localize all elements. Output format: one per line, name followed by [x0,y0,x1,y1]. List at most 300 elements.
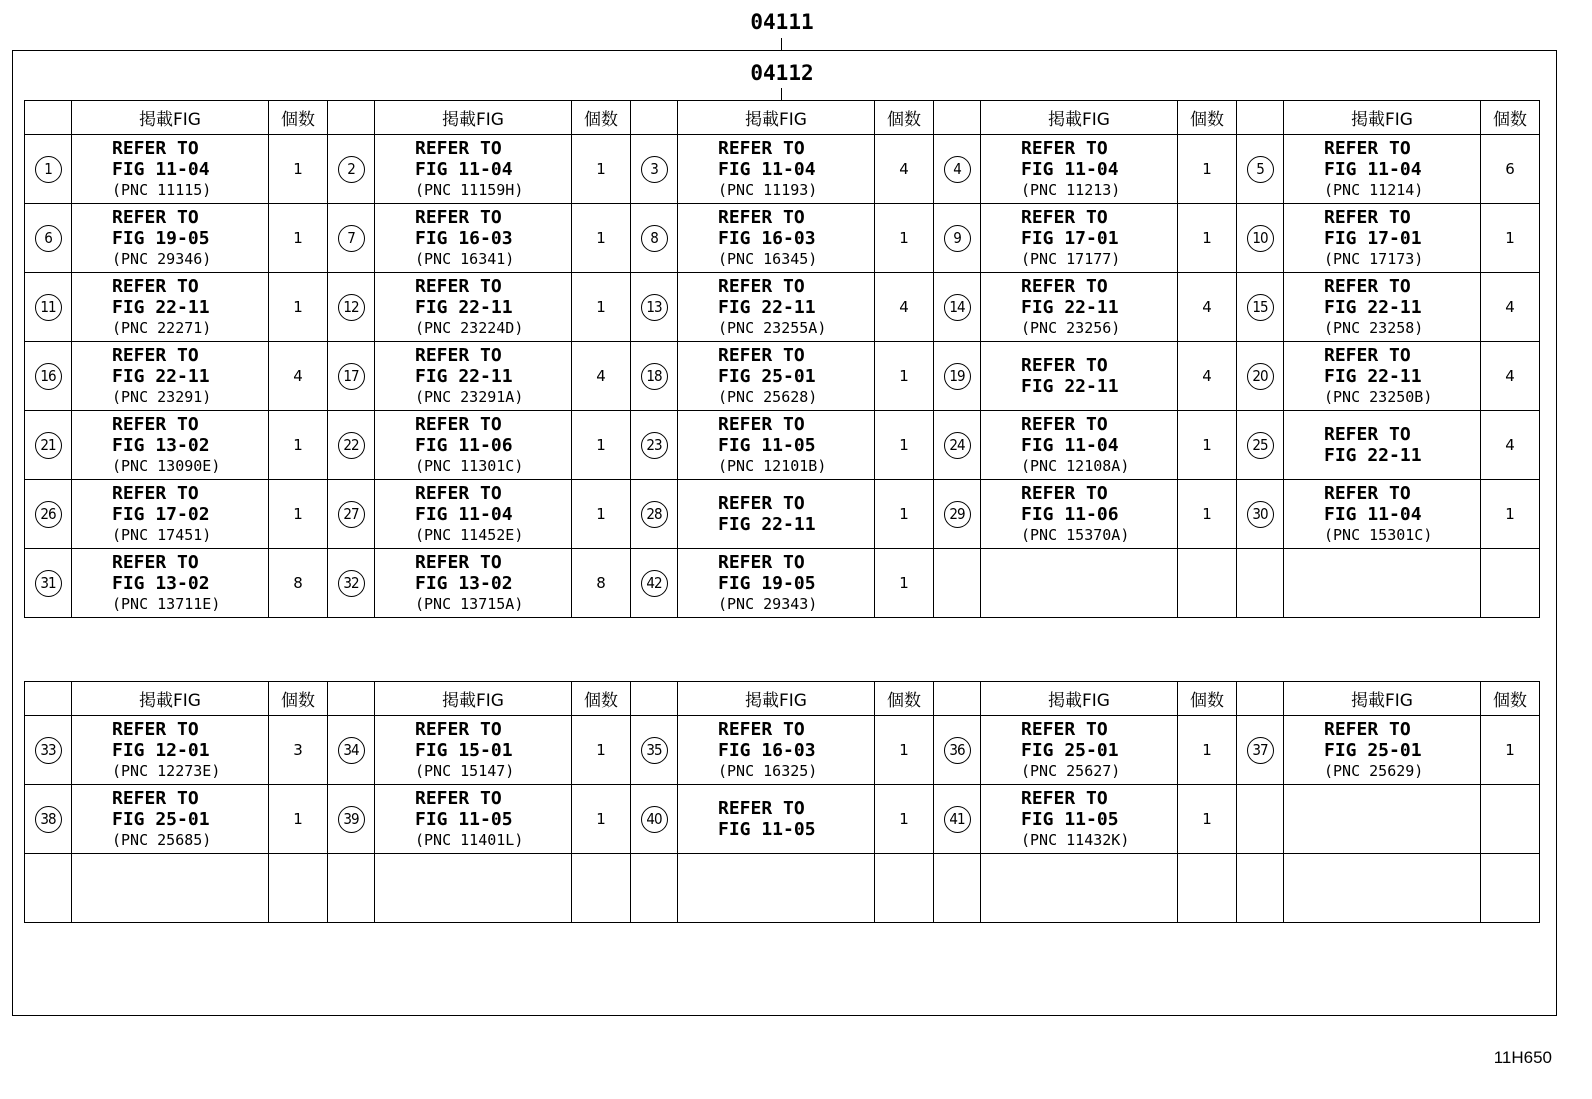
pnc-number: (PNC 17177) [1021,249,1121,268]
item-number-cell [25,854,72,923]
header-qty-cell: 個数 [269,682,328,716]
item-number-cell [328,273,375,342]
figure-reference-cell [678,854,875,923]
quantity-cell: 1 [1481,716,1540,785]
pnc-number: (PNC 11193) [718,180,818,199]
figure-reference-cell [981,716,1178,785]
fig-number: FIG 13-02 [112,572,210,594]
fig-number: FIG 11-04 [1021,158,1119,180]
header-qty-cell: 個数 [1481,682,1540,716]
quantity-cell: 1 [1481,204,1540,273]
header-num-cell [25,101,72,135]
figure-reference-cell [981,785,1178,854]
quantity-cell [1481,785,1540,854]
item-number-cell [1237,204,1284,273]
quantity-cell: 1 [572,204,631,273]
quantity-cell [572,854,631,923]
item-number-callout: 18 [641,363,668,390]
refer-text: REFER TO [1021,275,1108,297]
item-number-cell [25,549,72,618]
refer-text: REFER TO [112,551,199,573]
quantity-cell: 1 [1178,716,1237,785]
refer-text: REFER TO [415,413,502,435]
figure-reference-cell [1284,716,1481,785]
figure-reference-cell [981,273,1178,342]
quantity-cell: 1 [572,785,631,854]
refer-text: REFER TO [1324,482,1411,504]
parts-table-1 [24,100,1540,618]
table-row [25,135,1540,204]
table-row [25,549,1540,618]
pnc-number: (PNC 16341) [415,249,515,268]
pnc-number: (PNC 12108A) [1021,456,1130,475]
item-number-cell [25,411,72,480]
figure-reference-cell [981,204,1178,273]
fig-number: FIG 19-05 [112,227,210,249]
parts-table-2 [24,681,1540,923]
fig-number: FIG 25-01 [112,808,210,830]
fig-number: FIG 11-04 [718,158,816,180]
fig-number: FIG 12-01 [112,739,210,761]
figure-reference-cell [678,411,875,480]
quantity-cell: 1 [269,273,328,342]
refer-text: REFER TO [718,275,805,297]
figure-reference-cell [375,480,572,549]
item-number-callout: 24 [944,432,971,459]
quantity-cell: 1 [572,411,631,480]
header-fig-cell: 掲載FIG [1284,682,1481,716]
fig-number: FIG 22-11 [1324,445,1422,466]
item-number-cell [631,342,678,411]
fig-number: FIG 25-01 [718,365,816,387]
header-fig-cell: 掲載FIG [375,101,572,135]
pnc-number: (PNC 11401L) [415,830,524,849]
pnc-number: (PNC 13711E) [112,594,221,613]
refer-text: REFER TO [1324,344,1411,366]
item-number-cell [328,204,375,273]
item-number-cell [25,273,72,342]
figure-reference-cell [1284,135,1481,204]
pnc-number: (PNC 16325) [718,761,818,780]
item-number-cell [1237,716,1284,785]
figure-reference-cell [72,480,269,549]
quantity-cell: 1 [875,480,934,549]
quantity-cell: 4 [572,342,631,411]
quantity-cell: 1 [875,411,934,480]
quantity-cell [1481,549,1540,618]
fig-number: FIG 25-01 [1021,739,1119,761]
figure-reference-cell [678,135,875,204]
quantity-cell [1178,854,1237,923]
figure-reference-cell [72,549,269,618]
item-number-cell [934,204,981,273]
item-number-callout: 4 [944,156,971,183]
item-number-cell [631,135,678,204]
item-number-cell [934,785,981,854]
fig-number: FIG 13-02 [415,572,513,594]
quantity-cell: 1 [269,785,328,854]
item-number-cell [328,480,375,549]
quantity-cell: 4 [1481,411,1540,480]
item-number-callout: 28 [641,501,668,528]
item-number-cell [934,135,981,204]
item-number-callout: 15 [1247,294,1274,321]
item-number-cell [631,549,678,618]
item-number-callout: 30 [1247,501,1274,528]
diagram-code: 11H650 [1493,1048,1552,1067]
quantity-cell: 1 [269,204,328,273]
refer-text: REFER TO [112,482,199,504]
item-number-callout: 14 [944,294,971,321]
item-number-cell [934,549,981,618]
refer-text: REFER TO [112,787,199,809]
figure-reference-cell [72,273,269,342]
fig-number: FIG 11-05 [415,808,513,830]
refer-text: REFER TO [415,551,502,573]
table-row [25,273,1540,342]
refer-text: REFER TO [1021,787,1108,809]
pnc-number: (PNC 23255A) [718,318,827,337]
figure-reference-cell [678,273,875,342]
fig-number: FIG 15-01 [415,739,513,761]
quantity-cell [875,854,934,923]
fig-number: FIG 22-11 [718,514,816,535]
refer-text: REFER TO [415,787,502,809]
quantity-cell: 4 [1178,273,1237,342]
fig-number: FIG 11-05 [1021,808,1119,830]
header-fig-cell: 掲載FIG [678,101,875,135]
item-number-cell [934,273,981,342]
refer-text: REFER TO [415,275,502,297]
figure-reference-cell [678,716,875,785]
pnc-number: (PNC 25628) [718,387,818,406]
figure-reference-cell [1284,854,1481,923]
fig-number: FIG 11-05 [718,819,816,840]
header-qty-cell: 個数 [1178,682,1237,716]
header-qty-cell: 個数 [875,101,934,135]
pnc-number: (PNC 11214) [1324,180,1424,199]
header-qty-cell: 個数 [1178,101,1237,135]
item-number-callout: 9 [944,225,971,252]
item-number-callout: 25 [1247,432,1274,459]
item-number-cell [328,716,375,785]
fig-number: FIG 11-05 [718,434,816,456]
refer-text: REFER TO [718,718,805,740]
item-number-callout: 8 [641,225,668,252]
pnc-number: (PNC 29343) [718,594,818,613]
figure-reference-cell [981,480,1178,549]
figure-reference-cell [72,785,269,854]
item-number-callout: 23 [641,432,668,459]
item-number-cell [631,716,678,785]
header-fig-cell: 掲載FIG [72,682,269,716]
quantity-cell: 1 [1178,411,1237,480]
pnc-number: (PNC 17173) [1324,249,1424,268]
header-num-cell [328,682,375,716]
item-number-cell [1237,342,1284,411]
refer-text: REFER TO [718,551,805,573]
item-number-callout: 39 [338,806,365,833]
refer-text: REFER TO [718,798,805,819]
refer-text: REFER TO [1021,482,1108,504]
refer-text: REFER TO [415,344,502,366]
quantity-cell: 8 [269,549,328,618]
pnc-number: (PNC 25629) [1324,761,1424,780]
header-num-cell [934,682,981,716]
pnc-number: (PNC 11213) [1021,180,1121,199]
fig-number: FIG 22-11 [718,296,816,318]
quantity-cell: 1 [572,480,631,549]
quantity-cell: 6 [1481,135,1540,204]
figure-reference-cell [375,135,572,204]
figure-reference-cell [1284,785,1481,854]
figure-reference-cell [375,785,572,854]
pnc-number: (PNC 15147) [415,761,515,780]
pnc-number: (PNC 15301C) [1324,525,1433,544]
quantity-cell: 4 [1178,342,1237,411]
refer-text: REFER TO [1021,137,1108,159]
figure-reference-cell [72,411,269,480]
item-number-callout: 3 [641,156,668,183]
figure-reference-cell [678,204,875,273]
fig-number: FIG 13-02 [112,434,210,456]
top-assembly-label: 04111 [750,10,814,34]
fig-number: FIG 11-06 [1021,503,1119,525]
item-number-callout: 38 [35,806,62,833]
quantity-cell: 1 [269,135,328,204]
header-num-cell [328,101,375,135]
quantity-cell: 3 [269,716,328,785]
refer-text: REFER TO [718,206,805,228]
refer-text: REFER TO [1021,413,1108,435]
refer-text: REFER TO [1021,355,1108,376]
pnc-number: (PNC 23258) [1324,318,1424,337]
pnc-number: (PNC 12101B) [718,456,827,475]
item-number-cell [1237,273,1284,342]
figure-reference-cell [375,716,572,785]
pnc-number: (PNC 12273E) [112,761,221,780]
group-label: 04112 [750,61,814,85]
quantity-cell [1481,854,1540,923]
item-number-callout: 37 [1247,737,1274,764]
figure-reference-cell [981,411,1178,480]
quantity-cell: 1 [875,716,934,785]
figure-reference-cell [1284,411,1481,480]
refer-text: REFER TO [718,413,805,435]
figure-reference-cell [72,342,269,411]
item-number-cell [934,480,981,549]
fig-number: FIG 11-04 [1324,503,1422,525]
header-num-cell [1237,101,1284,135]
table-row [25,204,1540,273]
fig-number: FIG 25-01 [1324,739,1422,761]
header-num-cell [1237,682,1284,716]
fig-number: FIG 16-03 [718,739,816,761]
quantity-cell: 1 [1178,204,1237,273]
figure-reference-cell [678,480,875,549]
item-number-cell [934,411,981,480]
item-number-cell [328,342,375,411]
quantity-cell: 1 [1481,480,1540,549]
fig-number: FIG 22-11 [1021,376,1119,397]
refer-text: REFER TO [415,137,502,159]
pnc-number: (PNC 11432K) [1021,830,1130,849]
refer-text: REFER TO [718,137,805,159]
quantity-cell: 1 [1178,135,1237,204]
item-number-cell [1237,480,1284,549]
quantity-cell: 8 [572,549,631,618]
quantity-cell: 1 [572,716,631,785]
pnc-number: (PNC 16345) [718,249,818,268]
item-number-cell [25,716,72,785]
fig-number: FIG 11-04 [415,503,513,525]
figure-reference-cell [1284,342,1481,411]
refer-text: REFER TO [1021,718,1108,740]
item-number-callout: 16 [35,363,62,390]
fig-number: FIG 19-05 [718,572,816,594]
header-qty-cell: 個数 [875,682,934,716]
quantity-cell: 1 [875,204,934,273]
refer-text: REFER TO [1324,275,1411,297]
quantity-cell: 4 [1481,273,1540,342]
quantity-cell: 1 [875,785,934,854]
header-fig-cell: 掲載FIG [678,682,875,716]
header-fig-cell: 掲載FIG [1284,101,1481,135]
figure-reference-cell [1284,549,1481,618]
quantity-cell: 1 [269,480,328,549]
quantity-cell: 4 [269,342,328,411]
figure-reference-cell [72,854,269,923]
fig-number: FIG 22-11 [415,296,513,318]
fig-number: FIG 11-04 [1324,158,1422,180]
item-number-cell [631,411,678,480]
item-number-callout: 12 [338,294,365,321]
refer-text: REFER TO [718,493,805,514]
item-number-callout: 10 [1247,225,1274,252]
header-row [25,682,1540,716]
fig-number: FIG 11-04 [415,158,513,180]
header-num-cell [934,101,981,135]
fig-number: FIG 17-02 [112,503,210,525]
item-number-callout: 40 [641,806,668,833]
item-number-callout: 34 [338,737,365,764]
header-fig-cell: 掲載FIG [375,682,572,716]
item-number-cell [934,716,981,785]
item-number-callout: 36 [944,737,971,764]
pnc-number: (PNC 15370A) [1021,525,1130,544]
item-number-callout: 33 [35,737,62,764]
pnc-number: (PNC 23291) [112,387,212,406]
refer-text: REFER TO [415,718,502,740]
figure-reference-cell [1284,204,1481,273]
table-row [25,480,1540,549]
quantity-cell: 1 [1178,785,1237,854]
figure-reference-cell [72,135,269,204]
figure-reference-cell [375,549,572,618]
quantity-cell [1178,549,1237,618]
item-number-callout: 26 [35,501,62,528]
item-number-callout: 7 [338,225,365,252]
quantity-cell: 1 [875,342,934,411]
refer-text: REFER TO [112,718,199,740]
figure-reference-cell [678,785,875,854]
fig-number: FIG 22-11 [415,365,513,387]
pnc-number: (PNC 22271) [112,318,212,337]
pnc-number: (PNC 11159H) [415,180,524,199]
quantity-cell: 4 [875,273,934,342]
header-fig-cell: 掲載FIG [72,101,269,135]
item-number-cell [631,785,678,854]
item-number-callout: 1 [35,156,62,183]
figure-reference-cell [375,854,572,923]
pnc-number: (PNC 29346) [112,249,212,268]
figure-reference-cell [678,342,875,411]
header-qty-cell: 個数 [572,682,631,716]
item-number-callout: 21 [35,432,62,459]
refer-text: REFER TO [112,275,199,297]
item-number-callout: 42 [641,570,668,597]
pnc-number: (PNC 25627) [1021,761,1121,780]
refer-text: REFER TO [112,413,199,435]
quantity-cell: 4 [1481,342,1540,411]
item-number-cell [1237,785,1284,854]
item-number-callout: 27 [338,501,365,528]
item-number-cell [631,854,678,923]
item-number-callout: 6 [35,225,62,252]
figure-reference-cell [72,204,269,273]
pnc-number: (PNC 25685) [112,830,212,849]
item-number-cell [25,785,72,854]
figure-reference-cell [1284,480,1481,549]
header-row [25,101,1540,135]
pnc-number: (PNC 23291A) [415,387,524,406]
figure-reference-cell [375,204,572,273]
item-number-callout: 35 [641,737,668,764]
pnc-number: (PNC 17451) [112,525,212,544]
fig-number: FIG 22-11 [1324,296,1422,318]
table-row [25,785,1540,854]
item-number-cell [934,854,981,923]
table-row [25,411,1540,480]
item-number-cell [631,204,678,273]
fig-number: FIG 16-03 [718,227,816,249]
refer-text: REFER TO [112,137,199,159]
item-number-cell [1237,135,1284,204]
header-num-cell [25,682,72,716]
quantity-cell: 4 [875,135,934,204]
refer-text: REFER TO [1324,718,1411,740]
item-number-callout: 19 [944,363,971,390]
fig-number: FIG 22-11 [112,296,210,318]
fig-number: FIG 17-01 [1021,227,1119,249]
figure-reference-cell [72,716,269,785]
item-number-cell [1237,411,1284,480]
item-number-callout: 41 [944,806,971,833]
item-number-callout: 22 [338,432,365,459]
table-row [25,854,1540,923]
figure-reference-cell [981,135,1178,204]
header-fig-cell: 掲載FIG [981,101,1178,135]
quantity-cell: 1 [572,273,631,342]
refer-text: REFER TO [1324,137,1411,159]
pnc-number: (PNC 13715A) [415,594,524,613]
item-number-cell [328,854,375,923]
header-qty-cell: 個数 [1481,101,1540,135]
fig-number: FIG 22-11 [1324,365,1422,387]
item-number-callout: 2 [338,156,365,183]
figure-reference-cell [375,342,572,411]
refer-text: REFER TO [1324,206,1411,228]
